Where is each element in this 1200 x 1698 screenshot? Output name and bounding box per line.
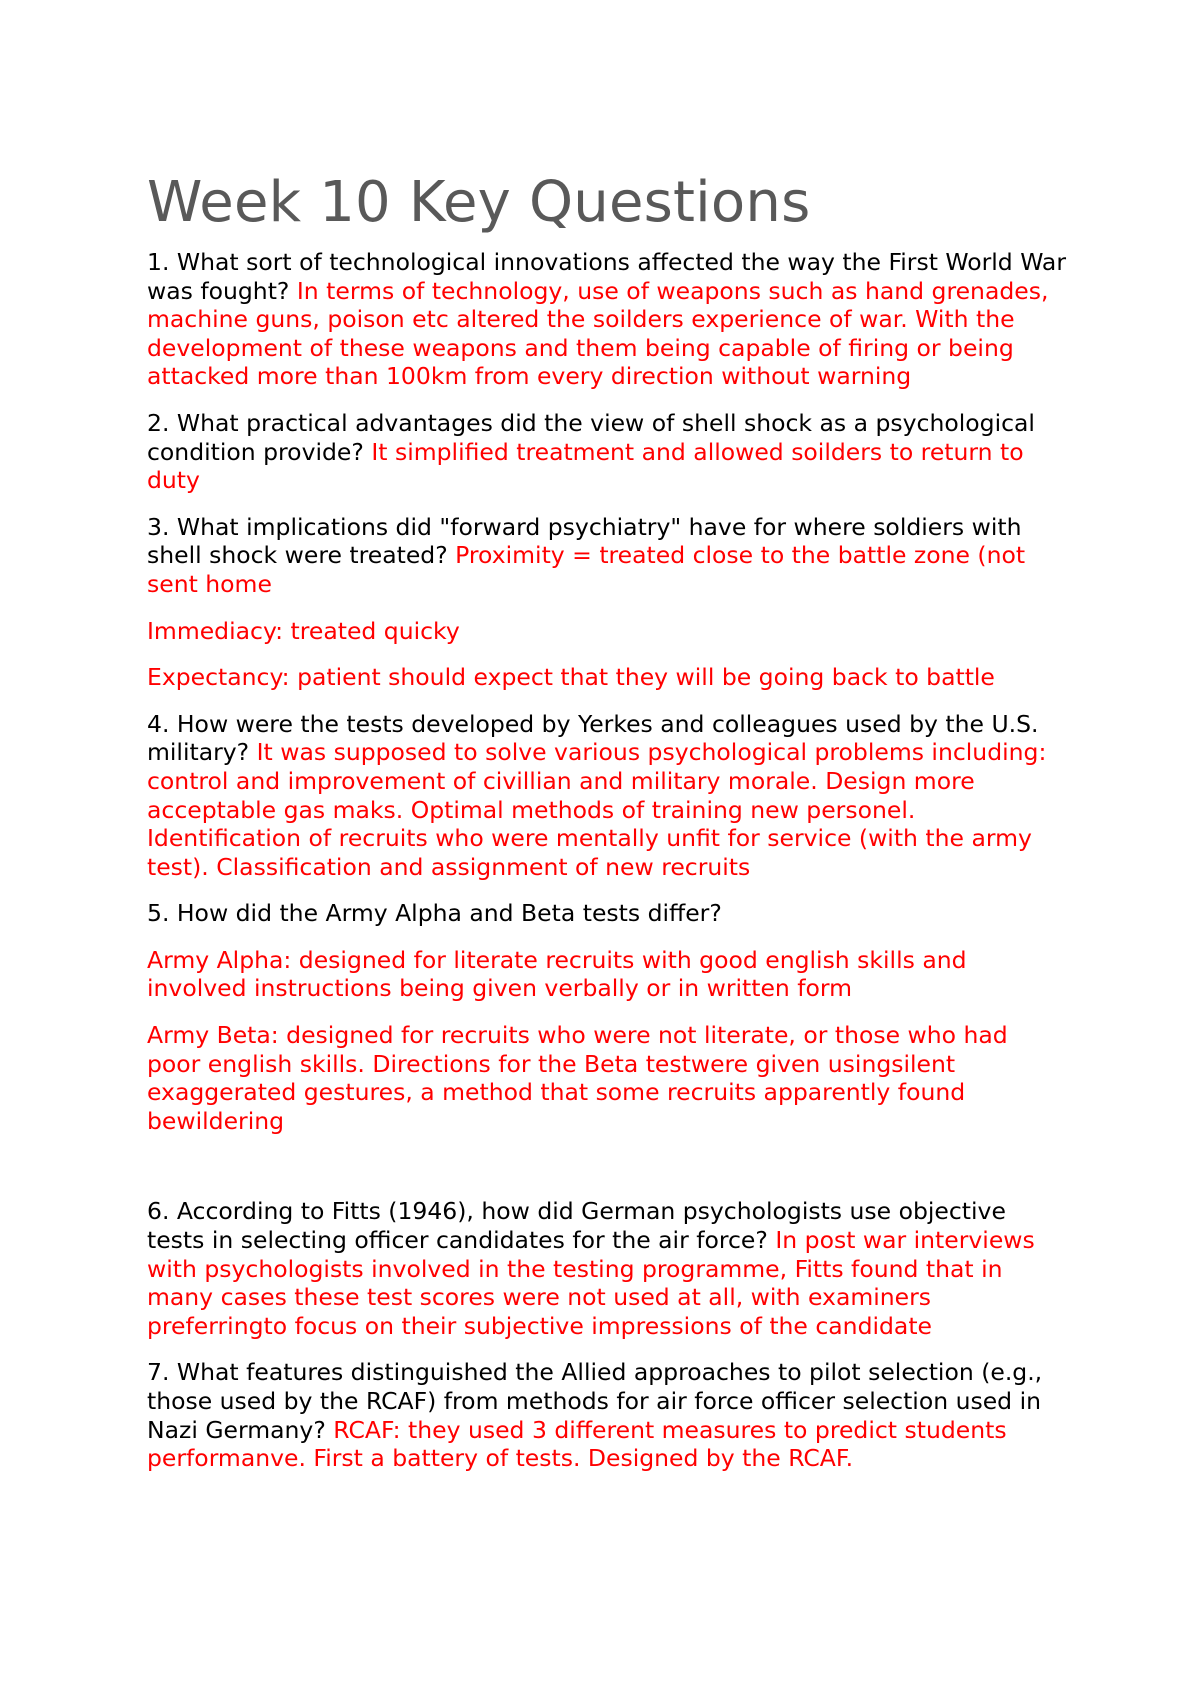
question-3 <box>147 513 1067 599</box>
answer-text: In terms of technology, use of weapons such as hand grenades, machine guns, poison etc altered the soilders experience of war. With the development of these weapons and them being capable of firing or being attacked more than 100km from every direction without warning <box>147 276 1049 391</box>
question-text: 5. How did the Army Alpha and Beta tests differ? <box>147 899 722 928</box>
question-5 <box>147 899 1067 928</box>
question-1 <box>147 248 1067 391</box>
document-title: Week 10 Key Questions <box>147 170 811 235</box>
answer-paragraph: Immediacy: treated quicky <box>147 616 460 645</box>
answer-text: In post war interviews with psychologists involved in the testing programme, Fitts found that in many cases these test scores were not used at all, with examiners preferringto focus on their subjective impressions of the candidate <box>147 1226 1035 1340</box>
answer-paragraph: Expectancy: patient should expect that they will be going back to battle <box>147 663 995 692</box>
question-7 <box>147 1358 1067 1472</box>
document-body <box>147 168 1067 1491</box>
answer-text: RCAF: they used 3 different measures to predict students performanve. First a battery of tests. Designed by the RCAF. <box>147 1415 1007 1473</box>
answer-paragraph: Army Beta: designed for recruits who were not literate, or those who had poor english skills. Directions for the Beta testwere given usingsilent exaggerated gestures, a method that some recruits apparently found bewildering <box>147 1021 1008 1135</box>
question-text: 2. What practical advantages did the view of shell shock as a psychological condition provide? <box>147 408 1035 466</box>
answer-paragraph: Army Alpha: designed for literate recruits with good english skills and involved instructions being given verbally or in written form <box>147 945 967 1003</box>
question-text: 4. How were the tests developed by Yerkes and colleagues used by the U.S. military? <box>147 709 1039 767</box>
question-text: 7. What features distinguished the Allied approaches to pilot selection (e.g., those used by the RCAF) from methods for air force officer selection used in Nazi Germany? <box>147 1358 1043 1444</box>
question-6 <box>147 1197 1067 1340</box>
answer-text: It was supposed to solve various psychological problems including: control and improvement of civillian and military morale. Design more acceptable gas maks. Optimal methods of training new personel. Identification of recruits who were mentally unfit for service (with the army test). Classification and assignment of new recruits <box>147 738 1047 881</box>
question-text: 6. According to Fitts (1946), how did German psychologists use objective tests in selecting officer candidates for the air force? <box>147 1197 1006 1255</box>
question-4 <box>147 710 1067 882</box>
question-2 <box>147 409 1067 495</box>
question-text: 1. What sort of technological innovations affected the way the First World War was fought? <box>147 248 1066 305</box>
answer-text: It simplified treatment and allowed soilders to return to duty <box>147 437 1024 495</box>
blank-line <box>147 1153 1067 1197</box>
answer-text: Proximity = treated close to the battle zone (not sent home <box>147 541 1026 598</box>
question-text: 3. What implications did "forward psychiatry" have for where soldiers with shell shock were treated? <box>147 512 1022 570</box>
